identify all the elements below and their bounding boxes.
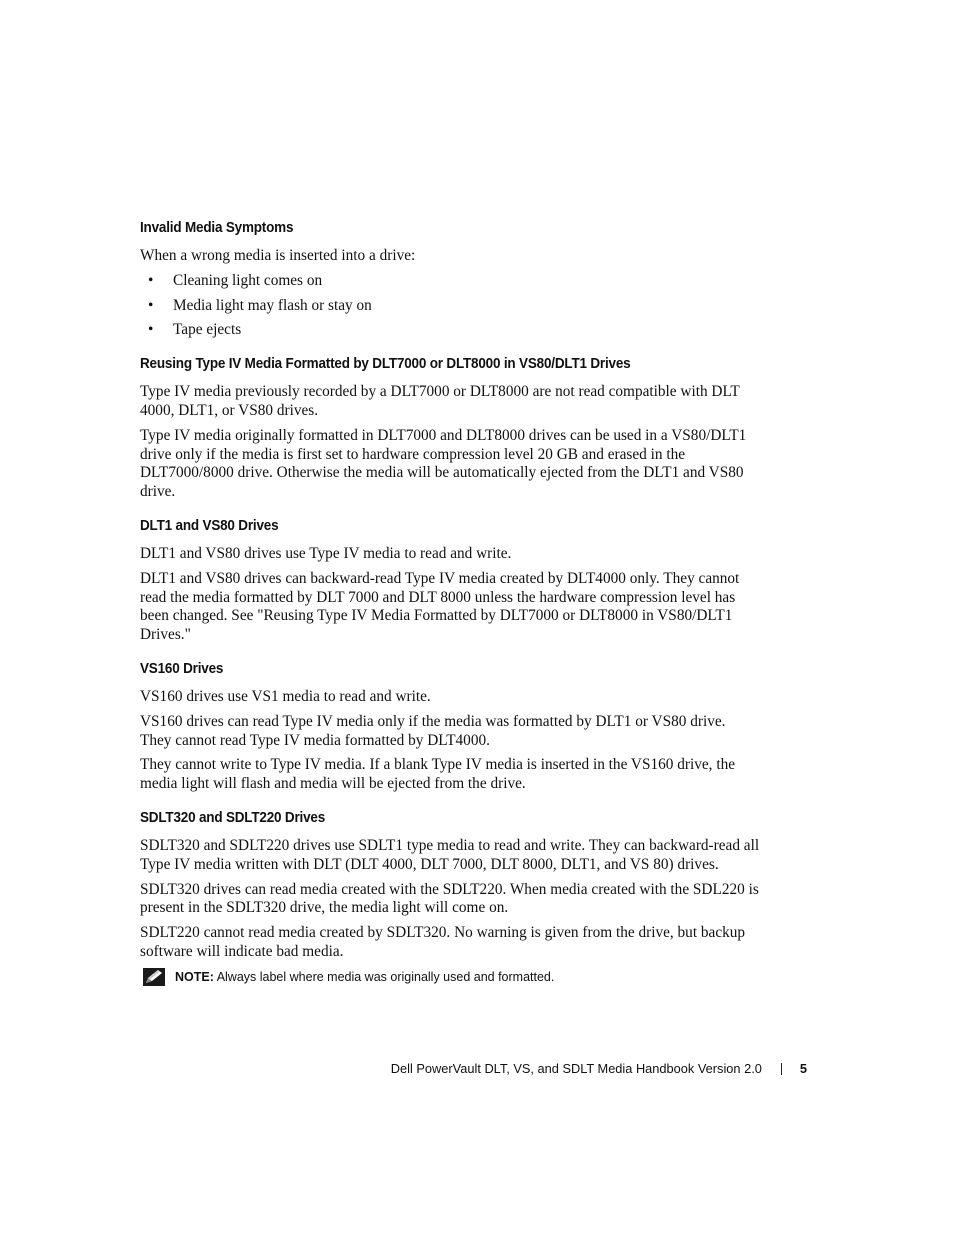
list-item-text: Media light may flash or stay on <box>173 296 372 314</box>
section-vs160-drives <box>140 659 760 794</box>
section-reusing-type-iv-media <box>140 354 760 502</box>
note-label: NOTE: <box>175 969 214 984</box>
paragraph: DLT1 and VS80 drives use Type IV media to read and write. <box>140 544 512 562</box>
paragraph: SDLT320 and SDLT220 drives use SDLT1 type media to read and write. They can backward-read all Type IV media written with DLT (DLT 4000, DLT 7000, DLT 8000, DLT1, and VS 80) drives. <box>140 836 760 873</box>
footer-title: Dell PowerVault DLT, VS, and SDLT Media Handbook Version 2.0 <box>390 1061 762 1076</box>
section-heading: SDLT320 and SDLT220 Drives <box>140 809 326 826</box>
list-item <box>140 272 760 291</box>
note-callout <box>140 968 760 986</box>
section-heading: Invalid Media Symptoms <box>140 220 294 236</box>
list-item <box>140 321 760 340</box>
list-item <box>140 297 760 316</box>
section-invalid-media-symptoms <box>140 218 760 340</box>
paragraph: Type IV media previously recorded by a DLT7000 or DLT8000 are not read compatible with DLT 4000, DLT1, or VS80 drives. <box>140 383 740 419</box>
paragraph: They cannot write to Type IV media. If a blank Type IV media is inserted in the VS160 drive, the media light will flash and media will be ejected from the drive. <box>140 756 736 793</box>
note-body: Always label where media was originally used and formatted. <box>216 969 555 984</box>
list-item-text: Tape ejects <box>173 321 242 339</box>
paragraph: Type IV media originally formatted in DLT7000 and DLT8000 drives can be used in a VS80/DLT1 drive only if the media is first set to hardware compression level 20 GB and erased in the DLT7000/8000 drive. Otherwise the media will be automatically ejected from the DLT1 and VS80 drive. <box>140 426 747 501</box>
paragraph: SDLT320 drives can read media created with the SDLT220. When media created with the SDL220 is present in the SDLT320 drive, the media light will come on. <box>140 880 759 917</box>
section-dlt1-vs80-drives <box>140 516 760 645</box>
list-item-text: Cleaning light comes on <box>173 271 323 289</box>
paragraph: VS160 drives can read Type IV media only if the media was formatted by DLT1 or VS80 drive. They cannot read Type IV media formatted by DLT4000. <box>140 712 726 749</box>
section-heading: VS160 Drives <box>140 660 224 677</box>
pencil-note-icon <box>143 968 165 986</box>
section-heading: DLT1 and VS80 Drives <box>140 517 279 534</box>
paragraph: DLT1 and VS80 drives can backward-read Type IV media created by DLT4000 only. They cannot read the media formatted by DLT 7000 and DLT 8000 unless the hardware compression level has been changed. See "Reusing Type IV Media Formatted by DLT7000 or DLT8000 in VS80/DLT1 Drives." <box>140 569 740 644</box>
note-text <box>175 969 554 985</box>
section-heading: Reusing Type IV Media Formatted by DLT7000 or DLT8000 in VS80/DLT1 Drives <box>140 356 631 373</box>
paragraph: VS160 drives use VS1 media to read and write. <box>140 687 431 705</box>
paragraph: When a wrong media is inserted into a drive: <box>140 247 416 264</box>
page-number: 5 <box>799 1061 807 1076</box>
footer-divider <box>781 1063 782 1075</box>
bullet-icon: • <box>148 321 154 339</box>
bullet-icon: • <box>148 296 154 314</box>
paragraph: SDLT220 cannot read media created by SDLT320. No warning is given from the drive, but backup software will indicate bad media. <box>140 924 746 960</box>
bullet-icon: • <box>148 271 154 289</box>
section-sdlt320-sdlt220-drives <box>140 808 760 986</box>
page-footer <box>391 1061 807 1076</box>
document-body <box>140 218 760 1000</box>
bullet-list <box>140 272 760 340</box>
